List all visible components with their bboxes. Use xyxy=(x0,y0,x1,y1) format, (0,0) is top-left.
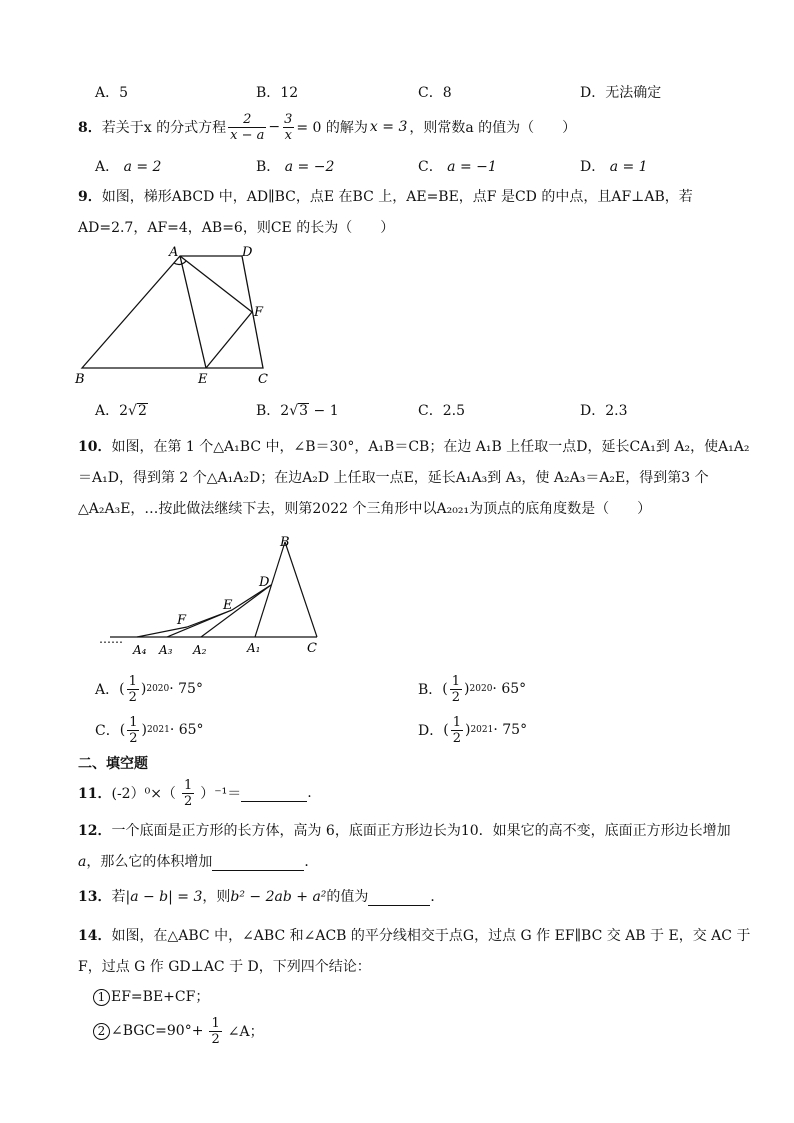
q9-number: 9． xyxy=(78,189,102,205)
q14-text-1: 如图，在△ABC 中，∠ABC 和∠ACB 的平分线相交于点G，过点 G 作 EF∥BC 交 AB 于 E，交 AC 于 xyxy=(111,928,751,944)
q14-c1-text: EF=BE+CF； xyxy=(111,989,210,1005)
q7-option-a: A．5 xyxy=(95,85,129,101)
q8-a-label: A． xyxy=(95,159,120,175)
q14-line-2: F，过点 G 作 GD⊥AC 于 D，下列四个结论： xyxy=(78,959,371,975)
segment-da2 xyxy=(201,585,271,637)
q10-option-a: A． ( $\frac{1}{2}$ ) 2020 · 75° xyxy=(95,673,203,705)
q14-line-1 xyxy=(78,925,750,945)
q8-f2-num: 3 xyxy=(284,111,293,127)
q12-number: 12． xyxy=(78,823,112,839)
q9-b-tail: − 1 xyxy=(309,403,339,419)
leading-dots: …… xyxy=(99,632,123,646)
q14-conclusion-2 xyxy=(93,1012,264,1050)
q8-number: 8． xyxy=(78,120,102,136)
q10-line-3: △A₂A₃E，…按此做法继续下去，则第2022 个三角形中以A₂₀₂₁为顶点的底角度数是（ ） xyxy=(78,501,652,517)
q7-option-d: D．无法确定 xyxy=(580,85,662,101)
q14-c2-fraction xyxy=(209,1016,221,1047)
q10-a-exp: 2020 xyxy=(146,684,170,694)
q14-number: 14． xyxy=(78,928,112,944)
q11-fraction xyxy=(182,778,194,809)
q12-text-1: 一个底面是正方形的长方体，高为 6，底面正方形边长为10．如果它的高不变，底面正方形边长增加 xyxy=(111,823,731,839)
q8-c-value: a = −1 xyxy=(447,159,497,175)
q11-lead: (-2）⁰×（ xyxy=(111,786,176,802)
q10-option-b: B． ( $\frac{1}{2}$ ) 2020 · 65° xyxy=(418,673,527,705)
q11-tail: ）⁻¹＝ xyxy=(200,786,242,802)
q11-number: 11． xyxy=(78,786,112,802)
q8-fraction-1 xyxy=(228,112,266,143)
q13-expr: b² − 2ab + a² xyxy=(230,889,327,905)
q11-stem xyxy=(78,776,312,810)
segment-bc xyxy=(285,542,317,637)
q10-d-label: D． xyxy=(418,723,444,739)
q10-d-half xyxy=(451,715,463,746)
q9-a-coef: 2 xyxy=(119,403,129,419)
q9-trapezoid-figure xyxy=(70,240,290,390)
q13-lead: 若 xyxy=(111,889,126,905)
label-a2: A₂ xyxy=(193,643,207,657)
q11-end: . xyxy=(307,785,312,801)
label-d: D xyxy=(259,575,270,590)
q8-tail2: ，则常数a 的值为（ ） xyxy=(409,120,577,136)
q10-line-1 xyxy=(78,436,750,456)
q12-end: ． xyxy=(304,854,319,870)
q14-conclusion-1 xyxy=(93,986,209,1006)
q8-f1-den: x − a xyxy=(230,127,265,143)
q10-c-tail: · 65° xyxy=(169,722,204,738)
label-f: F xyxy=(254,305,264,320)
q8-solution: x = 3 xyxy=(369,119,408,135)
q8-f1-num: 2 xyxy=(243,111,252,127)
q10-d-num: 1 xyxy=(452,714,461,730)
label-c: C xyxy=(258,372,268,387)
q8-a-value: a = 2 xyxy=(123,159,162,175)
q7-option-c: C．8 xyxy=(418,85,452,101)
q10-d-den: 2 xyxy=(452,730,461,746)
q10-b-den: 2 xyxy=(451,689,461,705)
label-e: E xyxy=(223,598,233,613)
q10-option-d: D． ( $\frac{1}{2}$ ) 2021 · 75° xyxy=(418,714,528,746)
label-e: E xyxy=(198,372,208,387)
q12-var: a xyxy=(78,854,87,870)
q10-text-1: 如图，在第 1 个△A₁BC 中，∠B＝30°，A₁B＝CB；在边 A₁B 上任取一点D，延长CA₁到 A₂，使A₁A₂ xyxy=(111,439,750,455)
q10-d-tail: · 75° xyxy=(493,722,528,738)
q10-a-half xyxy=(127,674,139,705)
q10-c-exp: 2021 xyxy=(146,725,170,735)
q9-option-c: C．2.5 xyxy=(418,403,465,419)
q13-tail: 的值为 xyxy=(326,889,369,905)
q9-a-radicand: 2 xyxy=(137,403,147,419)
q13-end: ． xyxy=(430,889,445,905)
q9-b-label: B． xyxy=(256,403,281,419)
q8-stem xyxy=(78,110,576,144)
label-b: B xyxy=(75,372,85,387)
label-c: C xyxy=(307,641,317,656)
label-b: B xyxy=(280,535,290,550)
label-f: F xyxy=(177,613,187,628)
q10-a-num: 1 xyxy=(128,673,137,689)
q10-a-tail: · 75° xyxy=(169,681,203,697)
q12-line-1 xyxy=(78,820,731,840)
q9-option-a: A．2√2 xyxy=(95,403,147,419)
q8-b-label: B． xyxy=(256,159,281,175)
q14-c2-lead: ∠BGC=90°+ xyxy=(111,1023,204,1039)
q8-c-label: C． xyxy=(418,159,443,175)
q8-lead: 若关于x 的分式方程 xyxy=(101,120,227,136)
q10-b-tail: · 65° xyxy=(492,681,527,697)
q8-fraction-2 xyxy=(282,112,294,143)
q9-line-1 xyxy=(78,186,693,206)
segment-fe xyxy=(206,312,252,368)
q9-text-1: 如图，梯形ABCD 中，AD∥BC，点E 在BC 上，AE=BE，点F 是CD 的中点，且AF⊥AB，若 xyxy=(101,189,693,205)
q13-number: 13． xyxy=(78,889,112,905)
q11-den: 2 xyxy=(183,793,193,809)
q8-minus: − xyxy=(268,119,281,135)
q10-b-label: B． xyxy=(418,682,443,698)
q13-mid: ，则 xyxy=(202,889,231,905)
q10-b-exp: 2020 xyxy=(469,684,493,694)
q10-c-label: C． xyxy=(95,723,120,739)
q9-option-d: D．2.3 xyxy=(580,403,628,419)
label-a: A xyxy=(169,245,179,260)
q10-number: 10． xyxy=(78,439,112,455)
q7-option-b: B．12 xyxy=(256,85,299,101)
q8-tail: = 0 的解为 xyxy=(296,120,368,136)
q14-c2-num: 1 xyxy=(211,1015,220,1031)
q9-b-coef: 2 xyxy=(280,403,290,419)
circled-number-1: 1 xyxy=(93,989,110,1006)
q10-b-num: 1 xyxy=(451,673,461,689)
q11-answer-blank[interactable] xyxy=(241,785,307,802)
label-a3: A₃ xyxy=(159,643,173,657)
q10-a-den: 2 xyxy=(128,689,137,705)
q10-line-2: ＝A₁D，得到第 2 个△A₁A₂D；在边A₂D 上任取一点E，延长A₁A₃到 A₃，使 A₂A₃＝A₂E，得到第3 个 xyxy=(78,470,709,486)
q10-c-den: 2 xyxy=(129,730,138,746)
q10-b-half xyxy=(450,674,462,705)
q9-line-2: AD=2.7，AF=4，AB=6，则CE 的长为（ ） xyxy=(78,220,395,236)
q12-answer-blank[interactable] xyxy=(212,854,304,871)
q8-option-c xyxy=(418,156,497,176)
q13-answer-blank[interactable] xyxy=(368,889,430,906)
q8-d-value: a = 1 xyxy=(609,159,648,175)
q12-line-2 xyxy=(78,851,318,871)
q8-option-b xyxy=(256,156,334,176)
q10-option-c: C． ( $\frac{1}{2}$ ) 2021 · 65° xyxy=(95,714,204,746)
q10-c-num: 1 xyxy=(129,714,138,730)
q13-abs-expr: |a − b| = 3 xyxy=(125,889,203,905)
trapezoid-abcd xyxy=(82,256,263,368)
q10-c-half xyxy=(127,715,139,746)
q10-a-label: A． xyxy=(95,682,120,698)
q14-c2-tail: ∠A； xyxy=(227,1024,264,1040)
q9-b-radicand: 3 xyxy=(299,403,309,419)
q8-option-a xyxy=(95,156,161,176)
q13-stem xyxy=(78,886,444,906)
q10-triangle-figure xyxy=(95,530,335,660)
label-a1: A₁ xyxy=(247,641,261,655)
q8-b-value: a = −2 xyxy=(284,159,335,175)
circled-number-2: 2 xyxy=(93,1023,110,1040)
section-2-heading: 二、填空题 xyxy=(78,756,148,772)
q8-option-d xyxy=(580,156,648,176)
q8-f2-den: x xyxy=(284,127,292,143)
label-a4: A₄ xyxy=(133,643,147,657)
q9-option-b: B．2√3 − 1 xyxy=(256,403,339,419)
q9-a-label: A． xyxy=(95,403,120,419)
q10-d-exp: 2021 xyxy=(470,725,494,735)
q12-text-2: ，那么它的体积增加 xyxy=(86,854,213,870)
label-d: D xyxy=(242,245,253,260)
q11-num: 1 xyxy=(183,777,193,793)
q14-c2-den: 2 xyxy=(211,1031,220,1047)
q8-d-label: D． xyxy=(580,159,606,175)
